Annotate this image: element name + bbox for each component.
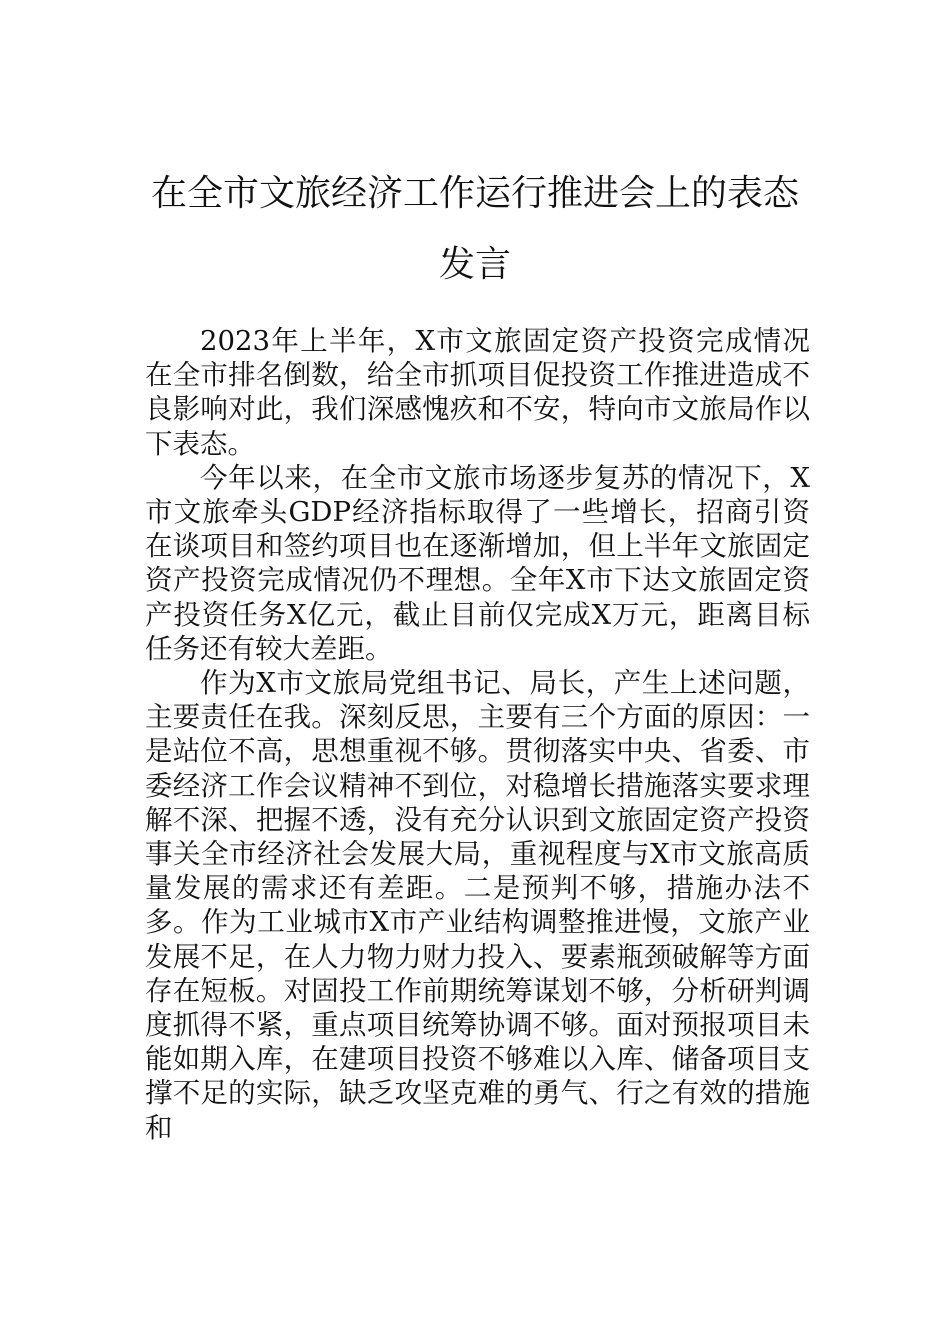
paragraph-3: 作为X市文旅局党组书记、局长，产生上述问题，主要责任在我。深刻反思，主要有三个方面的原因：一是站位不高，思想重视不够。贯彻落实中央、省委、市委经济工作会议精神不到位，对稳增长措施落实要求理解不深、把握不透，没有充分认识到文旅固定资产投资事关全市经济社会发展大局，重视程度与X市文旅高质量发展的需求还有差距。二是预判不够，措施办法不多。作为工业城市X市产业结构调整推进慢，文旅产业发展不足，在人力物力财力投入、要素瓶颈破解等方面存在短板。对固投工作前期统筹谋划不够，分析研判调度抓得不紧，重点项目统筹协调不够。面对预报项目未能如期入库，在建项目投资不够难以入库、储备项目支撑不足的实际，缺乏攻坚克难的勇气、行之有效的措施和 xyxy=(145,667,810,1144)
document-title: 在全市文旅经济工作运行推进会上的表态发言 xyxy=(150,173,799,285)
document-body xyxy=(145,324,810,1145)
paragraph-2: 今年以来，在全市文旅市场逐步复苏的情况下，X市文旅牵头GDP经济指标取得了一些增长，招商引资在谈项目和签约项目也在逐渐增加，但上半年文旅固定资产投资完成情况仍不理想。全年X市下达文旅固定资产投资任务X亿元，截止目前仅完成X万元，距离目标任务还有较大差距。 xyxy=(145,461,810,665)
paragraph-1: 2023年上半年，X市文旅固定资产投资完成情况在全市排名倒数，给全市抓项目促投资工作推进造成不良影响对此，我们深感愧疚和不安，特向市文旅局作以下表态。 xyxy=(145,325,810,460)
